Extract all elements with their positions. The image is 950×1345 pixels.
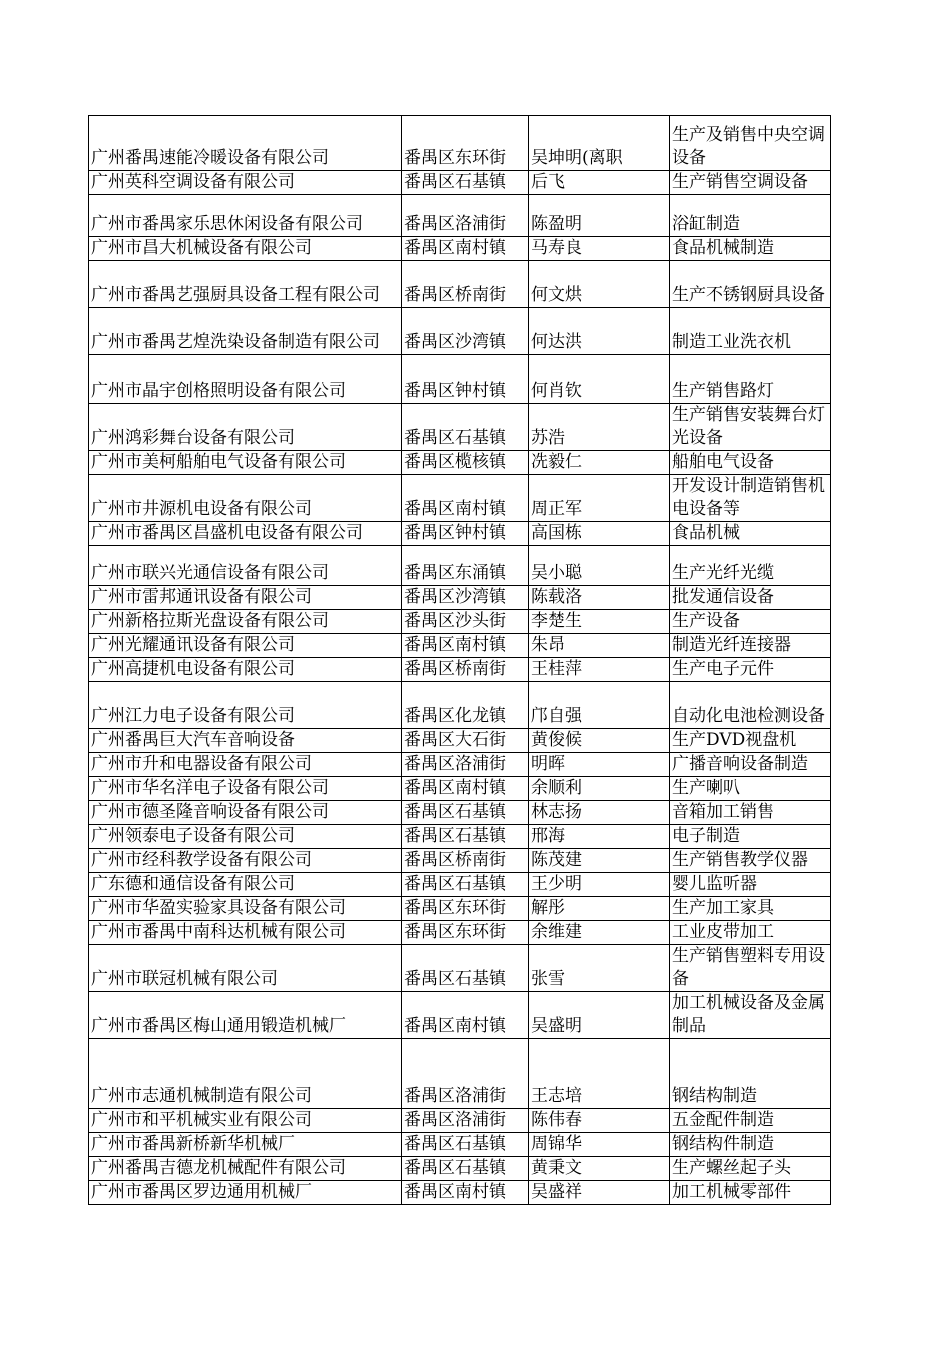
business-cell: 生产销售路灯 xyxy=(670,355,831,404)
business-cell: 生产喇叭 xyxy=(670,777,831,801)
company-cell: 广州市升和电器设备有限公司 xyxy=(89,753,402,777)
table-row xyxy=(89,610,831,634)
business-cell: 生产电子元件 xyxy=(670,658,831,682)
contact-cell: 陈伟春 xyxy=(529,1109,670,1133)
company-cell: 广州市德圣隆音响设备有限公司 xyxy=(89,801,402,825)
contact-cell: 余维建 xyxy=(529,921,670,945)
company-cell: 广州市华盈实验家具设备有限公司 xyxy=(89,897,402,921)
company-cell: 广州市经科教学设备有限公司 xyxy=(89,849,402,873)
district-cell: 番禺区东环街 xyxy=(402,897,529,921)
contact-cell: 何文烘 xyxy=(529,261,670,308)
contact-cell: 陈载洛 xyxy=(529,586,670,610)
company-cell: 广州江力电子设备有限公司 xyxy=(89,682,402,729)
contact-cell: 黄俊候 xyxy=(529,729,670,753)
district-cell: 番禺区石基镇 xyxy=(402,1157,529,1181)
company-cell: 广州市晶宇创格照明设备有限公司 xyxy=(89,355,402,404)
company-cell: 广州市番禺区罗边通用机械厂 xyxy=(89,1181,402,1205)
district-cell: 番禺区东环街 xyxy=(402,921,529,945)
business-cell: 生产不锈钢厨具设备 xyxy=(670,261,831,308)
district-cell: 番禺区洛浦街 xyxy=(402,1039,529,1109)
district-cell: 番禺区南村镇 xyxy=(402,992,529,1039)
table-row xyxy=(89,116,831,171)
district-cell: 番禺区洛浦街 xyxy=(402,753,529,777)
business-cell: 加工机械零部件 xyxy=(670,1181,831,1205)
business-cell: 生产光纤光缆 xyxy=(670,546,831,586)
table-row xyxy=(89,522,831,546)
business-cell: 食品机械制造 xyxy=(670,237,831,261)
business-cell: 婴儿监听器 xyxy=(670,873,831,897)
company-cell: 广州市昌大机械设备有限公司 xyxy=(89,237,402,261)
table-row xyxy=(89,753,831,777)
table-row xyxy=(89,682,831,729)
contact-cell: 吴坤明(离职 xyxy=(529,116,670,171)
table-row xyxy=(89,404,831,451)
contact-cell: 马寿良 xyxy=(529,237,670,261)
contact-cell: 后飞 xyxy=(529,171,670,195)
district-cell: 番禺区石基镇 xyxy=(402,404,529,451)
company-cell: 广州领泰电子设备有限公司 xyxy=(89,825,402,849)
company-cell: 广州市番禺区梅山通用锻造机械厂 xyxy=(89,992,402,1039)
contact-cell: 解彤 xyxy=(529,897,670,921)
contact-cell: 陈茂建 xyxy=(529,849,670,873)
table-row xyxy=(89,658,831,682)
district-cell: 番禺区南村镇 xyxy=(402,777,529,801)
contact-cell: 周锦华 xyxy=(529,1133,670,1157)
contact-cell: 黄秉文 xyxy=(529,1157,670,1181)
business-cell: 广播音响设备制造 xyxy=(670,753,831,777)
table-row xyxy=(89,261,831,308)
contact-cell: 王桂萍 xyxy=(529,658,670,682)
table-row xyxy=(89,237,831,261)
contact-cell: 何肖钦 xyxy=(529,355,670,404)
district-cell: 番禺区东涌镇 xyxy=(402,546,529,586)
contact-cell: 王少明 xyxy=(529,873,670,897)
table-row xyxy=(89,475,831,522)
company-cell: 广州鸿彩舞台设备有限公司 xyxy=(89,404,402,451)
contact-cell: 王志培 xyxy=(529,1039,670,1109)
district-cell: 番禺区洛浦街 xyxy=(402,195,529,237)
contact-cell: 吴盛明 xyxy=(529,992,670,1039)
district-cell: 番禺区石基镇 xyxy=(402,825,529,849)
company-cell: 广州番禺速能冷暖设备有限公司 xyxy=(89,116,402,171)
table-body xyxy=(89,116,831,1205)
company-cell: 广州市志通机械制造有限公司 xyxy=(89,1039,402,1109)
district-cell: 番禺区沙湾镇 xyxy=(402,308,529,355)
business-cell: 五金配件制造 xyxy=(670,1109,831,1133)
table-row xyxy=(89,546,831,586)
contact-cell: 张雪 xyxy=(529,945,670,992)
business-cell: 生产DVD视盘机 xyxy=(670,729,831,753)
contact-cell: 余顺利 xyxy=(529,777,670,801)
contact-cell: 何达洪 xyxy=(529,308,670,355)
table-row xyxy=(89,729,831,753)
business-cell: 钢结构件制造 xyxy=(670,1133,831,1157)
contact-cell: 冼毅仁 xyxy=(529,451,670,475)
business-cell: 音箱加工销售 xyxy=(670,801,831,825)
table-row xyxy=(89,777,831,801)
district-cell: 番禺区榄核镇 xyxy=(402,451,529,475)
business-cell: 食品机械 xyxy=(670,522,831,546)
company-cell: 广州英科空调设备有限公司 xyxy=(89,171,402,195)
contact-cell: 邢海 xyxy=(529,825,670,849)
district-cell: 番禺区南村镇 xyxy=(402,237,529,261)
business-cell: 生产螺丝起子头 xyxy=(670,1157,831,1181)
table-row xyxy=(89,195,831,237)
business-cell: 船舶电气设备 xyxy=(670,451,831,475)
contact-cell: 吴盛祥 xyxy=(529,1181,670,1205)
district-cell: 番禺区洛浦街 xyxy=(402,1109,529,1133)
business-cell: 生产销售安装舞台灯光设备 xyxy=(670,404,831,451)
business-cell: 生产销售教学仪器 xyxy=(670,849,831,873)
district-cell: 番禺区石基镇 xyxy=(402,171,529,195)
business-cell: 电子制造 xyxy=(670,825,831,849)
table-row xyxy=(89,586,831,610)
business-cell: 批发通信设备 xyxy=(670,586,831,610)
company-cell: 广州市番禺家乐思休闲设备有限公司 xyxy=(89,195,402,237)
district-cell: 番禺区沙湾镇 xyxy=(402,586,529,610)
business-cell: 浴缸制造 xyxy=(670,195,831,237)
company-cell: 广州市番禺中南科达机械有限公司 xyxy=(89,921,402,945)
company-cell: 广州市番禺新桥新华机械厂 xyxy=(89,1133,402,1157)
district-cell: 番禺区南村镇 xyxy=(402,634,529,658)
district-cell: 番禺区桥南街 xyxy=(402,261,529,308)
business-cell: 开发设计制造销售机电设备等 xyxy=(670,475,831,522)
business-cell: 钢结构制造 xyxy=(670,1039,831,1109)
business-cell: 制造光纤连接器 xyxy=(670,634,831,658)
contact-cell: 李楚生 xyxy=(529,610,670,634)
table-row xyxy=(89,921,831,945)
table-row xyxy=(89,945,831,992)
table-row xyxy=(89,171,831,195)
business-cell: 生产及销售中央空调设备 xyxy=(670,116,831,171)
contact-cell: 明晖 xyxy=(529,753,670,777)
table-row xyxy=(89,897,831,921)
table-row xyxy=(89,634,831,658)
contact-cell: 陈盈明 xyxy=(529,195,670,237)
table-row xyxy=(89,849,831,873)
business-cell: 自动化电池检测设备 xyxy=(670,682,831,729)
district-cell: 番禺区桥南街 xyxy=(402,658,529,682)
contact-cell: 吴小聪 xyxy=(529,546,670,586)
company-cell: 广州光耀通讯设备有限公司 xyxy=(89,634,402,658)
business-cell: 生产加工家具 xyxy=(670,897,831,921)
contact-cell: 朱昂 xyxy=(529,634,670,658)
table-row xyxy=(89,355,831,404)
table-row xyxy=(89,825,831,849)
table-row xyxy=(89,801,831,825)
contact-cell: 高国栋 xyxy=(529,522,670,546)
district-cell: 番禺区大石街 xyxy=(402,729,529,753)
contact-cell: 苏浩 xyxy=(529,404,670,451)
business-cell: 生产销售塑料专用设备 xyxy=(670,945,831,992)
contact-cell: 邝自强 xyxy=(529,682,670,729)
table-row xyxy=(89,1109,831,1133)
company-cell: 广州番禺吉德龙机械配件有限公司 xyxy=(89,1157,402,1181)
business-cell: 加工机械设备及金属制品 xyxy=(670,992,831,1039)
business-cell: 工业皮带加工 xyxy=(670,921,831,945)
district-cell: 番禺区石基镇 xyxy=(402,1133,529,1157)
table-row xyxy=(89,308,831,355)
district-cell: 番禺区石基镇 xyxy=(402,801,529,825)
table-row xyxy=(89,873,831,897)
district-cell: 番禺区钟村镇 xyxy=(402,522,529,546)
business-cell: 制造工业洗衣机 xyxy=(670,308,831,355)
business-cell: 生产设备 xyxy=(670,610,831,634)
company-cell: 广州市联冠机械有限公司 xyxy=(89,945,402,992)
district-cell: 番禺区石基镇 xyxy=(402,873,529,897)
district-cell: 番禺区沙头街 xyxy=(402,610,529,634)
company-cell: 广州市井源机电设备有限公司 xyxy=(89,475,402,522)
district-cell: 番禺区南村镇 xyxy=(402,475,529,522)
company-cell: 广州新格拉斯光盘设备有限公司 xyxy=(89,610,402,634)
table-row xyxy=(89,1039,831,1109)
district-cell: 番禺区东环街 xyxy=(402,116,529,171)
table-row xyxy=(89,1133,831,1157)
company-table xyxy=(88,115,831,1205)
contact-cell: 林志扬 xyxy=(529,801,670,825)
company-cell: 广州市番禺艺强厨具设备工程有限公司 xyxy=(89,261,402,308)
district-cell: 番禺区化龙镇 xyxy=(402,682,529,729)
company-cell: 广州市和平机械实业有限公司 xyxy=(89,1109,402,1133)
district-cell: 番禺区石基镇 xyxy=(402,945,529,992)
table-row xyxy=(89,451,831,475)
company-cell: 广州市雷邦通讯设备有限公司 xyxy=(89,586,402,610)
company-cell: 广州市美柯船舶电气设备有限公司 xyxy=(89,451,402,475)
district-cell: 番禺区南村镇 xyxy=(402,1181,529,1205)
contact-cell: 周正军 xyxy=(529,475,670,522)
table-row xyxy=(89,1181,831,1205)
company-cell: 广州市华名洋电子设备有限公司 xyxy=(89,777,402,801)
company-cell: 广州番禺巨大汽车音响设备 xyxy=(89,729,402,753)
table-row xyxy=(89,1157,831,1181)
table-row xyxy=(89,992,831,1039)
business-cell: 生产销售空调设备 xyxy=(670,171,831,195)
company-cell: 广州市番禺区昌盛机电设备有限公司 xyxy=(89,522,402,546)
company-cell: 广东德和通信设备有限公司 xyxy=(89,873,402,897)
company-cell: 广州市联兴光通信设备有限公司 xyxy=(89,546,402,586)
company-cell: 广州市番禺艺煌洗染设备制造有限公司 xyxy=(89,308,402,355)
district-cell: 番禺区桥南街 xyxy=(402,849,529,873)
company-cell: 广州高捷机电设备有限公司 xyxy=(89,658,402,682)
district-cell: 番禺区钟村镇 xyxy=(402,355,529,404)
